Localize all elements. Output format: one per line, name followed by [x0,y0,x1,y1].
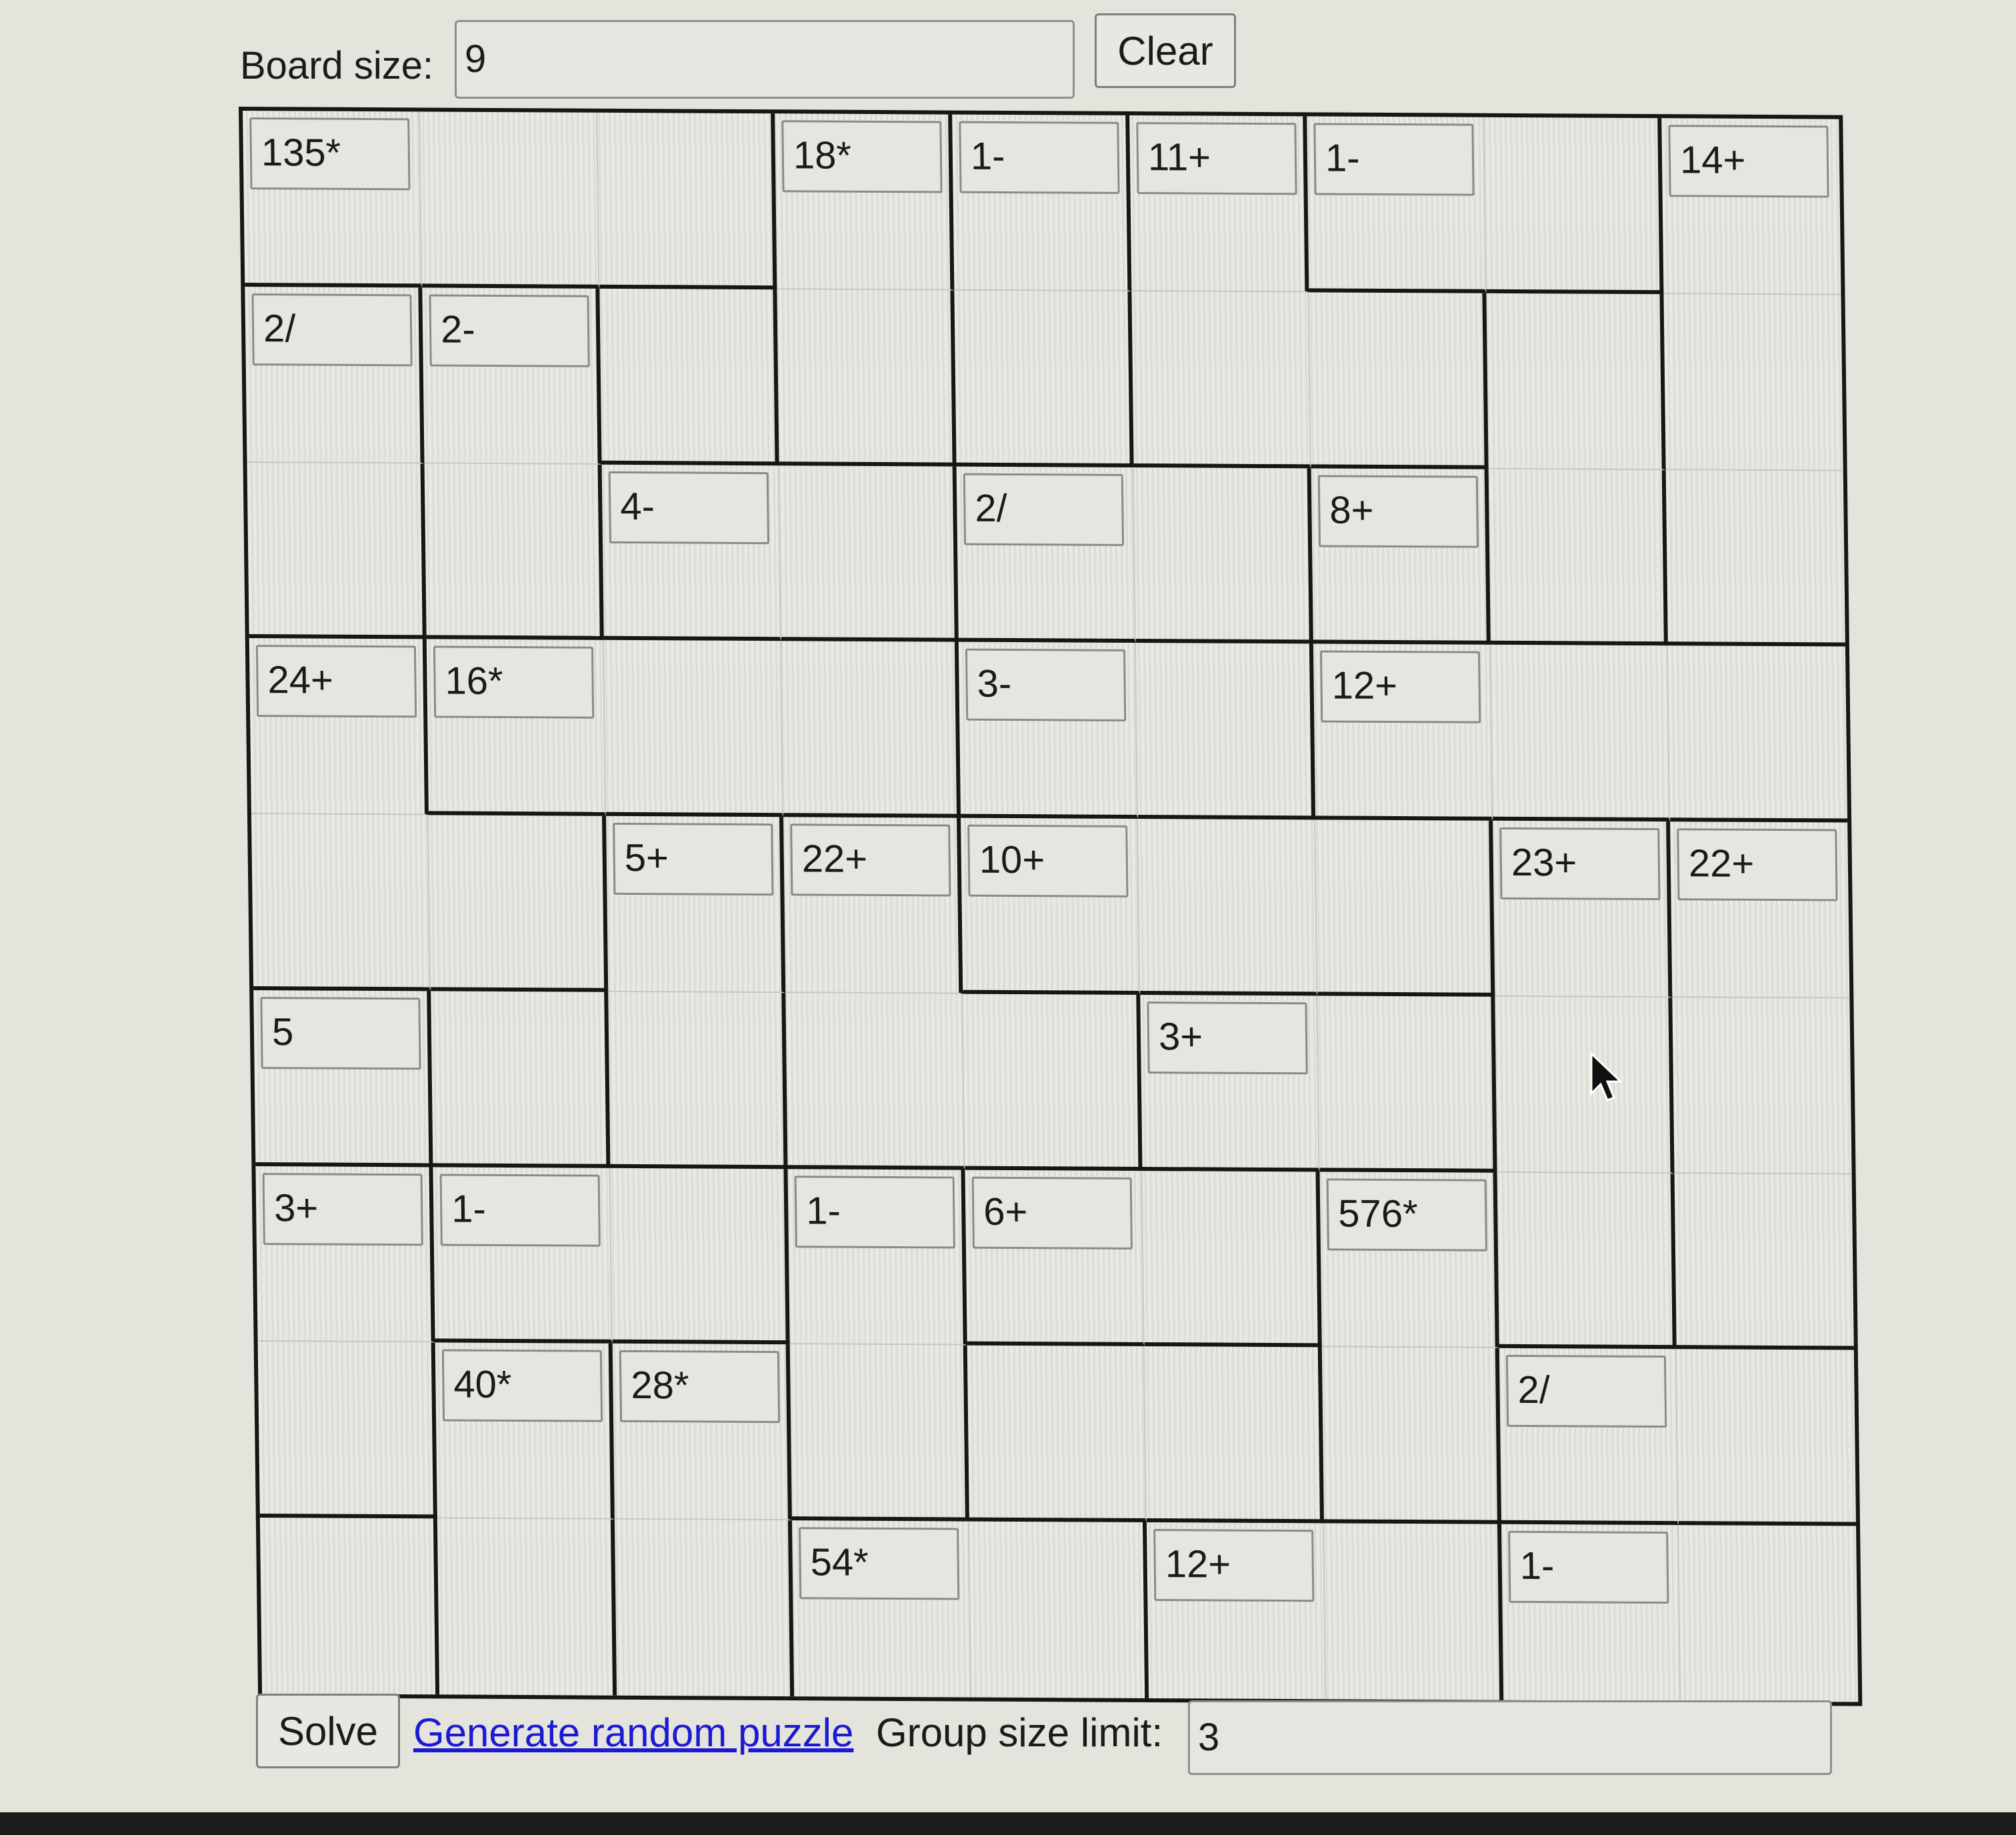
cage-clue-input[interactable]: 22+ [790,823,951,896]
grid-cell[interactable] [965,1170,1144,1346]
grid-cell[interactable] [437,1519,617,1696]
cage-clue-input[interactable]: 12+ [1153,1529,1314,1602]
board-size-label: Board size: [240,44,434,87]
cage-clue-input[interactable]: 22+ [1677,828,1837,901]
grid-cell[interactable] [785,993,965,1170]
grid-cell[interactable] [1493,821,1672,998]
cage-clue-input[interactable]: 28* [619,1350,780,1423]
cage-clue-input[interactable]: 18* [781,120,942,193]
grid-cell[interactable] [969,1522,1149,1698]
grid-cell[interactable] [258,1342,437,1518]
cage-clue-input[interactable]: 135* [249,117,410,190]
grid-cell[interactable] [1677,1350,1856,1526]
grid-cell[interactable] [1497,1172,1677,1349]
cage-clue-input[interactable]: 54* [799,1527,959,1600]
cage-clue-input[interactable]: 2/ [1506,1355,1667,1428]
grid-cell[interactable] [775,113,954,290]
grid-cell[interactable] [952,115,1131,291]
cage-clue-input[interactable]: 40* [442,1350,603,1422]
generate-random-puzzle-link[interactable]: Generate random puzzle [413,1710,854,1755]
cage-clue-input[interactable]: 4- [609,471,769,543]
grid-cell[interactable] [604,640,783,817]
action-row [256,1694,1843,1780]
grid-cell[interactable] [435,1343,615,1520]
cage-clue-input[interactable]: 1- [959,121,1119,194]
grid-cell[interactable] [790,1345,969,1522]
grid-cell[interactable] [253,990,433,1167]
cage-clue-input[interactable]: 3- [965,649,1126,721]
screen-edge-bar [0,1812,2016,1835]
grid-cell[interactable] [599,289,779,465]
grid-cell[interactable] [1668,645,1847,822]
grid-cell[interactable] [783,817,963,994]
grid-cell[interactable] [1317,996,1497,1172]
board-size-row [240,13,1240,100]
cage-clue-input[interactable]: 14+ [1668,125,1829,197]
grid-cell[interactable] [1486,293,1665,470]
grid-cell[interactable] [1661,118,1841,295]
grid-cell[interactable] [422,287,601,464]
grid-cell[interactable] [963,994,1142,1170]
mouse-pointer-icon [1590,1052,1630,1106]
grid-cell[interactable] [1491,645,1670,821]
grid-cell[interactable] [249,638,429,815]
grid-cell[interactable] [1675,1174,1854,1350]
grid-cell[interactable] [1136,643,1315,819]
cage-clue-input[interactable]: 5+ [613,823,773,895]
grid-cell[interactable] [961,818,1140,995]
group-size-label: Group size limit: [876,1710,1163,1755]
cage-clue-input[interactable]: 1- [1508,1531,1669,1604]
grid-cell[interactable] [1672,998,1851,1174]
grid-cell[interactable] [1313,644,1493,821]
grid-cell[interactable] [433,1167,612,1344]
grid-cell[interactable] [1501,1524,1681,1701]
grid-cell[interactable] [967,1346,1147,1522]
grid-cell[interactable] [777,289,956,466]
grid-cell[interactable] [255,1166,435,1343]
cage-clue-input[interactable]: 2/ [251,293,412,366]
grid-cell[interactable] [1320,1172,1499,1348]
grid-cell[interactable] [615,1520,794,1696]
grid-cell[interactable] [606,816,785,993]
grid-cell[interactable] [245,287,424,463]
grid-cell[interactable] [247,463,427,639]
solve-button[interactable]: Solve [256,1694,400,1768]
cage-clue-input[interactable]: 1- [1313,123,1474,195]
puzzle-grid [239,107,1862,1706]
grid-cell[interactable] [1307,116,1486,293]
cage-clue-input[interactable]: 8+ [1318,475,1479,547]
grid-cell[interactable] [1134,467,1313,644]
clear-button[interactable]: Clear [1095,13,1236,88]
grid-cell[interactable] [597,113,777,289]
grid-cell[interactable] [954,290,1133,467]
grid-cell[interactable] [781,641,961,818]
grid-cell[interactable] [1322,1348,1501,1524]
grid-cell[interactable] [243,111,422,287]
grid-cell[interactable] [1679,1525,1858,1702]
cage-clue-input[interactable]: 2- [429,294,589,367]
grid-cell[interactable] [792,1520,971,1697]
grid-cell[interactable] [1145,1346,1324,1523]
grid-cell[interactable] [1666,470,1845,647]
grid-cell[interactable] [957,466,1136,643]
cage-clue-input[interactable]: 3+ [263,1173,423,1246]
grid-cell[interactable] [1140,995,1319,1172]
grid-cell[interactable] [420,111,599,288]
grid-cell[interactable] [1309,292,1488,469]
grid-cell[interactable] [427,639,606,816]
grid-cell[interactable] [1138,819,1317,996]
cage-clue-input[interactable]: 10+ [967,825,1128,897]
cage-clue-input[interactable]: 2/ [963,473,1124,545]
grid-cell[interactable] [1311,468,1491,645]
group-size-input[interactable]: 3 [1188,1700,1832,1775]
cage-clue-input[interactable]: 576* [1327,1178,1487,1251]
cage-clue-input[interactable]: 12+ [1320,651,1481,723]
cage-clue-input[interactable]: 3+ [1147,1002,1307,1074]
cage-clue-input[interactable]: 23+ [1499,827,1660,900]
grid-cell[interactable] [1143,1171,1322,1348]
grid-cell[interactable] [1131,291,1311,468]
grid-cell[interactable] [602,464,781,641]
board-size-input[interactable]: 9 [455,20,1075,99]
grid-cell[interactable] [959,642,1138,819]
cage-clue-input[interactable]: 11+ [1136,122,1297,195]
grid-cell[interactable] [425,463,604,640]
cage-clue-input[interactable]: 5 [260,997,421,1070]
grid-cell[interactable] [1663,294,1843,471]
grid-cell[interactable] [1489,469,1668,645]
grid-cell[interactable] [613,1344,792,1520]
grid-cell[interactable] [1484,117,1663,294]
grid-cell[interactable] [1129,115,1309,292]
grid-cell[interactable] [260,1518,439,1694]
grid-cell[interactable] [1324,1524,1503,1700]
grid-cell[interactable] [1147,1522,1326,1699]
grid-cell[interactable] [608,992,787,1169]
grid-cell[interactable] [1495,997,1674,1174]
grid-cell[interactable] [431,991,610,1168]
grid-cell[interactable] [1670,821,1849,998]
grid-cell[interactable] [251,814,431,991]
grid-cell[interactable] [429,815,608,992]
cage-clue-input[interactable]: 24+ [256,645,417,717]
grid-cell[interactable] [1499,1348,1679,1525]
grid-cell[interactable] [610,1168,789,1344]
cage-clue-input[interactable]: 1- [440,1174,601,1246]
grid-cell[interactable] [787,1169,967,1346]
cage-clue-input[interactable]: 1- [795,1176,955,1248]
cage-clue-input[interactable]: 6+ [972,1176,1133,1249]
cage-clue-input[interactable]: 16* [433,646,594,719]
grid-cell[interactable] [1315,819,1495,996]
grid-cell[interactable] [779,465,959,642]
